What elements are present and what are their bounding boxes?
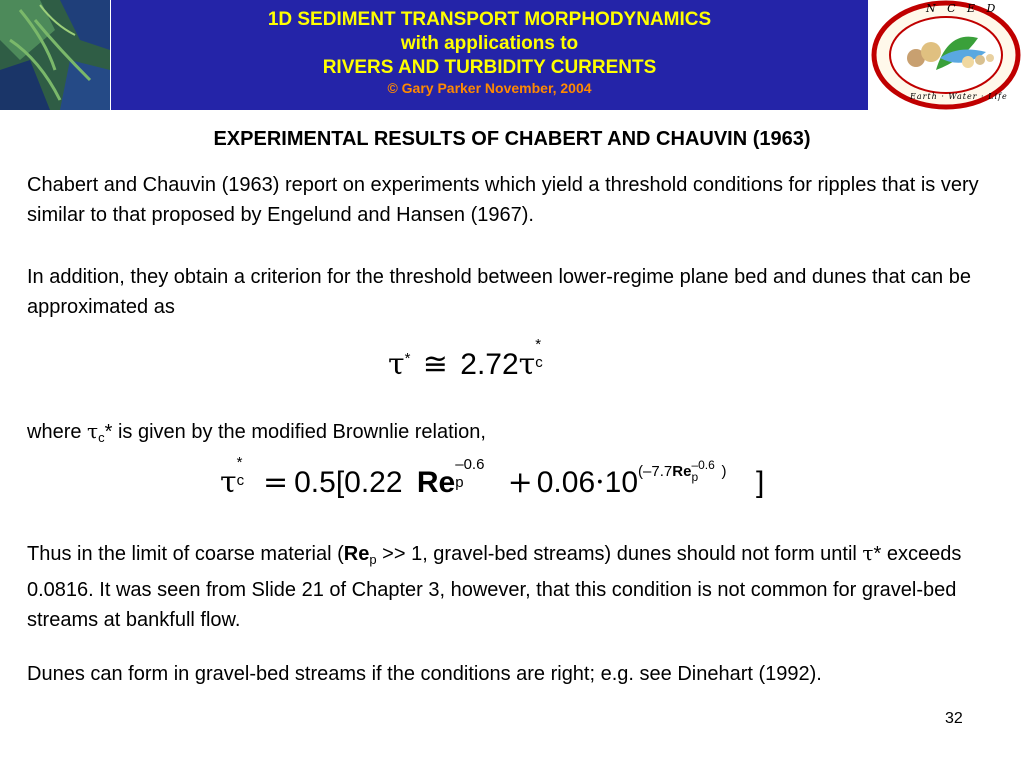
copyright-line: © Gary Parker November, 2004: [387, 80, 592, 96]
paragraph-1: Chabert and Chauvin (1963) report on experiments which yield a threshold conditions for ripples that is very similar to that proposed by Engelund and Hansen (1967).: [27, 174, 979, 226]
eq2-lhs-star: *: [236, 454, 243, 471]
p3-tau: τ: [87, 419, 99, 443]
course-title-line1: 1D SEDIMENT TRANSPORT MORPHODYNAMICS: [267, 9, 712, 30]
eq2-c3: 0.06: [536, 466, 596, 499]
eq2-exp-re: Re: [672, 463, 692, 480]
eq2-c2: 0.22: [344, 466, 403, 499]
logo-text: N C E D: [926, 2, 1000, 15]
eq1-coefficient: 2.72: [460, 348, 519, 381]
header-banner: [0, 0, 1024, 110]
eq2-open-bracket: [: [335, 466, 345, 499]
eq2-lhs-script: [236, 454, 249, 492]
delta-satellite-image: [0, 0, 110, 110]
eq2-lhs-sub: c: [236, 472, 245, 489]
eq2-re: Re: [416, 466, 456, 499]
course-title-line3: RIVERS AND TURBIDITY CURRENTS: [322, 57, 657, 78]
eq2-dot: ·: [595, 465, 605, 500]
eq2-close-bracket: ]: [756, 466, 765, 499]
p4-c: * exceeds 0.0816. It was seen from Slide 21 of Chapter 3, however, that this condition is not common for gravel-bed streams at bankfull flow.: [27, 543, 962, 631]
delta-image-graphic: [0, 0, 110, 110]
eq2-equals: =: [262, 465, 289, 500]
eq2-exponent: [638, 458, 756, 492]
eq2-re-script: [455, 456, 495, 492]
paragraph-3: [27, 416, 1002, 453]
eq2-lhs-tau: τ: [220, 465, 237, 500]
course-title-line2: with applications to: [400, 33, 579, 54]
eq1-lhs-tau: τ: [388, 347, 405, 382]
nced-logo: [868, 0, 1024, 110]
eq1-rhs-script: [535, 336, 547, 374]
paragraph-5: Dunes can form in gravel-bed streams if the conditions are right; e.g. see Dinehart (1992).: [27, 663, 822, 685]
eq2-exp-re-script: [691, 458, 717, 484]
eq2-ten: 10: [604, 466, 639, 499]
p3-post: * is given by the modified Brownlie relation,: [104, 421, 486, 443]
eq1-rhs-sub: c: [535, 354, 543, 371]
eq2-exp-open: (: [638, 463, 644, 480]
eq2-re-exp: –0.6: [455, 456, 485, 473]
eq2-exp-re-sub: p: [691, 470, 699, 484]
logo-subtext: Earth · Water · Life: [910, 92, 1008, 101]
eq2-exponent-row: [638, 450, 726, 484]
eq2-exp-coef: –7.7: [643, 463, 673, 480]
eq1-approx: ≅: [422, 347, 448, 382]
p4-a: Thus in the limit of coarse material (: [27, 543, 344, 565]
p4-sub: p: [369, 552, 377, 567]
slide-title: EXPERIMENTAL RESULTS OF CHABERT AND CHAUVIN (1963): [213, 128, 811, 150]
eq1-rhs-tau: τ: [518, 347, 536, 382]
eq2-exp-close: ): [721, 463, 727, 480]
eq1-lhs-star: *: [404, 350, 411, 367]
course-title-block: [111, 0, 868, 110]
eq2-exp-re-exp: –0.6: [691, 458, 715, 472]
equation-dune-threshold: [388, 336, 547, 390]
paragraph-2: In addition, they obtain a criterion for the threshold between lower-regime plane bed and dunes that can be approximated as: [27, 266, 971, 318]
eq2-c1: 0.5: [294, 466, 336, 499]
eq2-plus: +: [507, 465, 533, 500]
p4-re: Re: [343, 543, 370, 565]
paragraph-4: [27, 538, 1002, 635]
eq2-re-sub: p: [455, 474, 464, 491]
equation-brownlie: [220, 454, 765, 518]
eq1-rhs-star: *: [535, 336, 542, 353]
p3-sub: c: [98, 430, 105, 445]
p4-b: >> 1, gravel-bed streams) dunes should not form until: [376, 543, 863, 565]
p3-pre: where: [27, 421, 88, 443]
p4-tau: τ: [862, 541, 874, 565]
page-number: 32: [945, 710, 963, 727]
